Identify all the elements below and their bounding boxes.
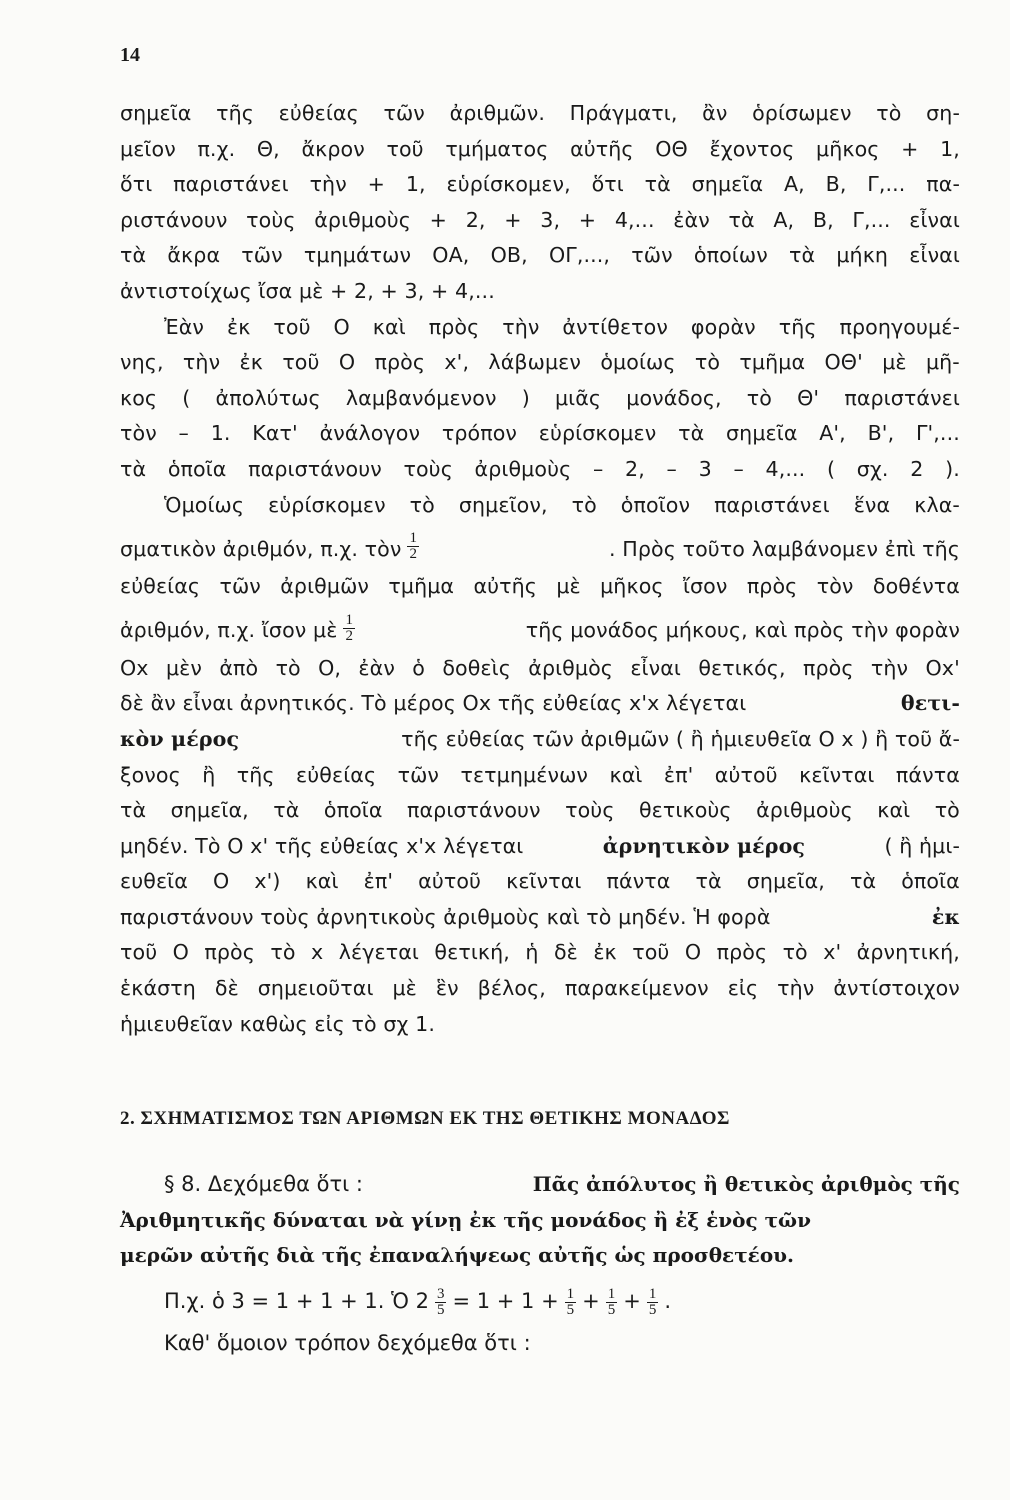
word: ριστάνουν xyxy=(120,207,228,232)
word: τὰ xyxy=(120,243,147,268)
word: ( xyxy=(182,385,191,410)
word: τὰ xyxy=(695,869,722,894)
word: καὶ xyxy=(877,798,911,823)
word: ἐκ xyxy=(239,350,263,375)
word: Ο, xyxy=(318,655,342,680)
text-line xyxy=(120,758,960,794)
word: τὴν xyxy=(182,350,221,375)
word: x', xyxy=(444,350,470,375)
text-segment: δὲ ἂν εἶναι ἀρνητικός. Τὸ μέρος Οx τῆς εὐθείας x'x λέγεται xyxy=(120,691,747,716)
word: αὐτῆς xyxy=(570,136,634,161)
fraction-one-fifth xyxy=(565,1287,577,1318)
word: 1, xyxy=(405,172,426,197)
text-segment: . Πρὸς τοῦτο λαμβάνομεν ἐπὶ τῆς xyxy=(609,536,960,561)
text-line xyxy=(120,238,960,274)
word: ἀντίστοιχον xyxy=(833,976,960,1001)
fraction-numerator: 1 xyxy=(566,1285,575,1302)
word: μιᾶς xyxy=(554,385,602,410)
word: μεῖον xyxy=(120,136,176,161)
word: Ο xyxy=(172,940,189,965)
word: Α, xyxy=(773,207,795,232)
text-line xyxy=(120,569,960,605)
fraction-numerator: 1 xyxy=(607,1285,616,1302)
word: ( xyxy=(826,456,836,481)
word: τμημάτων xyxy=(303,243,412,268)
text-line xyxy=(120,971,960,1007)
word: + xyxy=(367,172,385,197)
fraction-numerator: 1 xyxy=(409,530,418,547)
text-line-with-fraction xyxy=(120,523,960,569)
text-line xyxy=(120,864,960,900)
text-segment: ἀριθμόν, π.χ. ἴσον μὲ xyxy=(120,618,338,643)
word: εἶναι xyxy=(909,207,960,232)
word: μῆκος xyxy=(600,574,664,599)
word: – xyxy=(178,421,189,446)
text-segment: σματικὸν ἀριθμόν, π.χ. τὸν xyxy=(120,536,402,561)
text-line xyxy=(120,381,960,417)
word: ἀριθμὸς xyxy=(528,655,613,680)
text-line: ἡμιευθεῖαν καθὼς εἰς τὸ σχ 1. xyxy=(120,1011,436,1036)
word: ἀριθμοὺς xyxy=(756,798,853,823)
word: π.χ. xyxy=(197,136,236,161)
word: μὲ xyxy=(392,976,417,1001)
word: τῶν xyxy=(219,574,261,599)
word: τοὺς xyxy=(565,798,615,823)
word: αὐτοῦ xyxy=(714,762,778,787)
word: ΟΘ xyxy=(655,136,688,161)
word: ὁποῖα xyxy=(901,869,960,894)
word: Οx' xyxy=(925,655,960,680)
word: τὴν xyxy=(870,655,909,680)
word: ἀριθμοὺς xyxy=(474,456,572,481)
fraction-numerator: 1 xyxy=(345,611,354,628)
word: ἀρνητική, xyxy=(856,940,960,965)
fraction-three-fifths xyxy=(435,1287,447,1318)
word: ὁποῖον xyxy=(620,492,691,517)
word: ἐκ xyxy=(593,940,617,965)
word: τὰ xyxy=(644,172,671,197)
word: τὰ xyxy=(120,456,147,481)
word: πρὸς xyxy=(374,350,426,375)
word: δὲ xyxy=(553,940,578,965)
word: πρὸς xyxy=(716,940,768,965)
word: ). xyxy=(945,456,960,481)
word: παριστάνει xyxy=(173,172,289,197)
word: ἴσον xyxy=(682,574,728,599)
text-line xyxy=(120,1235,960,1271)
word: ὁποῖα xyxy=(167,456,227,481)
text-line xyxy=(120,416,960,452)
word: τῶν xyxy=(383,101,425,125)
word: πρὸς xyxy=(204,940,255,965)
word: τμήματος xyxy=(445,136,549,161)
word: τοῦ xyxy=(273,314,311,339)
word: νης, xyxy=(120,350,164,375)
word: Ο xyxy=(212,869,230,894)
word: Α, xyxy=(783,172,805,197)
text-line xyxy=(120,1200,960,1236)
bold-statement: Πᾶς ἀπόλυτος ἢ θετικὸς ἀριθμὸς τῆς xyxy=(532,1172,960,1196)
word: δὲ xyxy=(214,976,239,1001)
word: μὲ xyxy=(556,574,581,599)
word: ὁμοίως xyxy=(600,350,676,375)
word: τὰ xyxy=(273,798,300,823)
text-segment: Π.χ. ὁ 3 = 1 + 1 + 1. Ὁ 2 xyxy=(164,1288,429,1313)
word: αὐτῆς xyxy=(473,574,537,599)
bold-statement: Ἀριθμητικῆς δύναται νὰ γίνῃ ἐκ τῆς μονάδος ἢ ἐξ ἑνὸς τῶν xyxy=(120,1207,811,1232)
fraction-one-fifth xyxy=(606,1287,618,1318)
word: ὁποίων xyxy=(693,243,768,268)
word: 4,... xyxy=(765,456,806,481)
word: παριστάνει xyxy=(714,492,830,517)
text-line xyxy=(120,793,960,829)
word: φορὰν xyxy=(690,314,756,339)
word: θετικός, xyxy=(698,655,786,680)
word: Γ,... xyxy=(867,172,906,197)
section-heading xyxy=(120,1108,958,1130)
text-line xyxy=(120,488,960,524)
text-line xyxy=(120,203,960,239)
word: – xyxy=(733,456,744,481)
word: λάβωμεν xyxy=(488,350,582,375)
word: Ὁμοίως xyxy=(164,492,245,517)
word: τὸ xyxy=(934,798,960,823)
word: τὸ xyxy=(694,350,721,375)
fraction-denominator: 2 xyxy=(409,546,418,563)
word: Θ' xyxy=(797,385,820,410)
fraction-numerator: 1 xyxy=(648,1285,657,1302)
word: εὑρίσκομεν xyxy=(268,492,386,517)
word: πρὸς xyxy=(428,314,480,339)
word: ὅτι xyxy=(120,172,153,197)
word: εἶναι xyxy=(909,243,960,268)
word: παριστάνουν xyxy=(248,456,382,481)
word: 1, xyxy=(940,136,960,161)
word: τοὺς xyxy=(403,456,453,481)
word: εὐθείας xyxy=(120,574,201,599)
word: + xyxy=(429,207,448,232)
word: ΟΒ, xyxy=(490,243,528,268)
word: εὐθείας xyxy=(278,101,359,125)
word: ἀπολύτως xyxy=(215,385,321,410)
word: τοῦ xyxy=(120,940,158,965)
word: τὰ xyxy=(728,207,755,232)
word: ἄκρον xyxy=(301,136,365,161)
word: προηγουμέ- xyxy=(839,314,960,339)
fraction-one-half xyxy=(407,531,419,562)
fraction-denominator: 5 xyxy=(607,1301,616,1318)
text-line xyxy=(120,310,960,346)
text-line: ἀντιστοίχως ἴσα μὲ + 2, + 3, + 4,... xyxy=(120,278,495,303)
word: τῶν xyxy=(241,243,283,268)
fraction-denominator: 5 xyxy=(436,1301,445,1318)
plus-sign: + xyxy=(623,1288,641,1313)
word: ἀριθμῶν xyxy=(280,574,370,599)
word: κλα- xyxy=(914,492,960,517)
text-line-with-fraction xyxy=(120,605,960,651)
word: τμῆμα xyxy=(739,350,806,375)
word: ὁρίσωμεν xyxy=(752,101,852,125)
word: τὸ xyxy=(782,940,808,965)
word: Α', xyxy=(819,421,846,446)
text-line xyxy=(120,651,960,687)
word: ἀντίθετον xyxy=(562,314,668,339)
word: Γ',... xyxy=(915,421,960,446)
bold-term: ἀρνητικὸν μέρος xyxy=(602,833,806,858)
word: εὑρίσκομεν, xyxy=(446,172,571,197)
text-segment: ( ἢ ἡμι- xyxy=(884,833,960,858)
word: 3, xyxy=(540,207,561,232)
word: + xyxy=(901,136,919,161)
word: τοῦ xyxy=(386,136,424,161)
word: τὸ xyxy=(876,101,902,125)
word: κεῖνται xyxy=(799,762,875,787)
word: Πράγματι, xyxy=(569,101,678,125)
text-segment: § 8. Δεχόμεθα ὅτι : xyxy=(164,1172,364,1196)
word: – xyxy=(666,456,677,481)
word: αὐτοῦ xyxy=(418,869,482,894)
text-line xyxy=(120,686,960,722)
word: εἶναι xyxy=(630,655,681,680)
word: ἔχοντος xyxy=(709,136,795,161)
word: πάντα xyxy=(895,762,960,787)
word: καὶ xyxy=(305,869,339,894)
text-segment: μηδέν. Τὸ Ο x' τῆς εὐθείας x'x λέγεται xyxy=(120,833,524,858)
text-line xyxy=(120,452,960,488)
word: λαμβανόμενον xyxy=(345,385,497,410)
word: σχ. xyxy=(856,456,889,481)
word: ) xyxy=(521,385,530,410)
bold-term: θετι- xyxy=(900,691,960,716)
word: τὸν xyxy=(120,421,157,446)
word: παριστάνουν xyxy=(406,798,541,823)
word: τοὺς xyxy=(246,207,296,232)
word: τὰ xyxy=(678,421,705,446)
text-line: Καθ' ὅμοιον τρόπον δεχόμεθα ὅτι : xyxy=(164,1330,531,1355)
word: πάντα xyxy=(606,869,671,894)
word: Θ, xyxy=(256,136,280,161)
word: ἐὰν xyxy=(673,207,710,232)
word: ευθεῖα xyxy=(120,869,188,894)
fraction-denominator: 2 xyxy=(345,627,354,644)
bold-statement: μερῶν αὐτῆς διὰ τῆς ἐπαναλήψεως αὐτῆς ὡς προσθετέου. xyxy=(120,1243,794,1268)
word: λέγεται xyxy=(338,940,419,965)
section-8 xyxy=(120,1164,960,1358)
word: ἡ xyxy=(525,940,539,965)
word: ΟΑ, xyxy=(432,243,470,268)
word: μῆκος xyxy=(816,136,880,161)
word: Οx xyxy=(120,655,149,680)
word: τμῆμα xyxy=(388,574,455,599)
word: μήκη xyxy=(836,243,889,268)
word: τρόπον xyxy=(441,421,517,446)
word: τὴν xyxy=(309,172,347,197)
word: δοθέντα xyxy=(872,574,960,599)
text-line xyxy=(120,96,960,132)
heading-text: 2. ΣΧΗΜΑΤΙΣΜΟΣ ΤΩΝ ΑΡΙΘΜΩΝ ΕΚ ΤΗΣ ΘΕΤΙΚΗΣ ΜΟΝΑΔΟΣ xyxy=(120,1108,730,1129)
word: Ο xyxy=(333,314,350,339)
word: τὰ xyxy=(788,243,816,268)
plus-sign: + xyxy=(582,1288,600,1313)
text-segment: τῆς μονάδος μήκους, καὶ πρὸς τὴν φορὰν xyxy=(525,618,960,643)
word: τὸ xyxy=(275,655,301,680)
word: θετικοὺς xyxy=(638,798,732,823)
word: καὶ xyxy=(372,314,406,339)
word: τῶν xyxy=(631,243,673,268)
word: 3 xyxy=(698,456,712,481)
word: ΟΓ,..., xyxy=(548,243,611,268)
word: τὸ xyxy=(270,940,296,965)
word: + xyxy=(578,207,597,232)
word: ἂν xyxy=(702,101,728,125)
word: Γ,... xyxy=(852,207,891,232)
word: σημεῖα xyxy=(726,421,798,446)
word: σημειοῦται xyxy=(257,976,374,1001)
word: πα- xyxy=(926,172,960,197)
fraction-one-half xyxy=(343,613,355,644)
word: παριστάνει xyxy=(844,385,960,410)
word: Β', xyxy=(867,421,895,446)
text-line xyxy=(120,829,960,865)
word: ἕνα xyxy=(853,492,891,517)
word: ὁ xyxy=(412,655,425,680)
word: ὅτι xyxy=(591,172,624,197)
word: τῆς xyxy=(236,762,275,787)
word: x xyxy=(310,940,324,965)
word: τοῦ xyxy=(632,940,670,965)
word: τοῦ xyxy=(282,350,320,375)
word: τὰ xyxy=(849,869,877,894)
word: θετική, xyxy=(434,940,510,965)
word: Β, xyxy=(812,207,834,232)
text-line xyxy=(120,345,960,381)
word: ἄκρα xyxy=(167,243,221,268)
word: σημεῖα xyxy=(691,172,764,197)
word: τὸν xyxy=(816,574,854,599)
page-number: 14 xyxy=(120,44,140,66)
word: κος xyxy=(120,385,158,410)
word: παρακείμενον xyxy=(564,976,709,1001)
word: ἐπ' xyxy=(663,762,694,787)
word: τὴν xyxy=(502,314,540,339)
word: ΟΘ' xyxy=(824,350,863,375)
body-text xyxy=(120,96,960,1042)
word: ἐὰν xyxy=(358,655,395,680)
word: 4,... xyxy=(614,207,655,232)
word: τὸ xyxy=(409,492,435,517)
word: καὶ xyxy=(609,762,643,787)
text-line xyxy=(120,132,960,168)
word: ἀνάλογον xyxy=(319,421,421,446)
text-segment: τῆς εὐθείας τῶν ἀριθμῶν ( ἢ ἡμιευθεῖα Ο x ) ἢ τοῦ ἄ- xyxy=(401,726,960,751)
fraction-one-fifth xyxy=(647,1287,659,1318)
word: ὁποῖα xyxy=(323,798,383,823)
word: 2 xyxy=(910,456,924,481)
word: μὲν xyxy=(165,655,202,680)
text-line xyxy=(120,900,960,936)
word: τὸ xyxy=(746,385,772,410)
word: 2, xyxy=(625,456,645,481)
word: x') xyxy=(254,869,281,894)
word: εὐθείας xyxy=(296,762,377,787)
fraction-denominator: 5 xyxy=(648,1301,657,1318)
word: – xyxy=(592,456,604,481)
example-equation xyxy=(120,1271,960,1323)
text-segment: . xyxy=(664,1288,672,1313)
word: σημεῖον, xyxy=(458,492,548,517)
word: σημεῖα, xyxy=(170,798,249,823)
word: τῆς xyxy=(216,101,254,125)
word: τῶν xyxy=(397,762,440,787)
text-line xyxy=(120,935,960,971)
word: ἐκ xyxy=(226,314,251,339)
word: τὴν xyxy=(777,976,815,1001)
fraction-denominator: 5 xyxy=(566,1301,575,1318)
text-segment: παριστάνουν τοὺς ἀρνητικοὺς ἀριθμοὺς καὶ τὸ μηδέν. Ἡ φορὰ xyxy=(120,904,771,929)
word: + xyxy=(504,207,522,232)
word: εἰς xyxy=(727,976,759,1001)
word: Ἐὰν xyxy=(164,314,205,339)
word: τετμημένων xyxy=(460,762,589,787)
word: εὑρίσκομεν xyxy=(538,421,657,446)
word: σημεῖα, xyxy=(746,869,825,894)
word: σημεῖα xyxy=(120,101,192,125)
word: Κατ' xyxy=(252,421,298,446)
word: μῆ- xyxy=(925,350,960,375)
word: Ο xyxy=(684,940,702,965)
word: κεῖνται xyxy=(506,869,582,894)
word: μονάδος, xyxy=(626,385,722,410)
word: 1. xyxy=(210,421,231,446)
word: βέλος, xyxy=(477,976,546,1001)
word: τὸ xyxy=(571,492,597,517)
word: ξονος xyxy=(120,762,181,787)
word: ἢ xyxy=(202,762,216,787)
text-line xyxy=(120,167,960,203)
word: ἀπὸ xyxy=(219,655,259,680)
word: μὲ xyxy=(882,350,907,375)
word: ἀριθμοὺς xyxy=(314,207,411,232)
word: τῆς xyxy=(778,314,817,339)
bold-term: κὸν μέρος xyxy=(120,726,240,751)
word: 2, xyxy=(465,207,486,232)
text-line xyxy=(120,1164,960,1200)
word: ἀριθμῶν. xyxy=(449,101,545,125)
bold-term: ἐκ xyxy=(931,904,960,929)
text-line xyxy=(120,722,960,758)
word: ἓν xyxy=(435,976,459,1001)
word: Ο xyxy=(338,350,356,375)
word: ἐπ' xyxy=(363,869,394,894)
word: ση- xyxy=(926,101,960,125)
word: ἑκάστη xyxy=(120,976,196,1001)
word: πρὸς xyxy=(802,655,854,680)
word: δοθεὶς xyxy=(442,655,511,680)
word: πρὸς xyxy=(746,574,798,599)
word: Β, xyxy=(825,172,847,197)
fraction-numerator: 3 xyxy=(436,1285,445,1302)
word: x' xyxy=(823,940,842,965)
word: τὰ xyxy=(120,798,147,823)
text-segment: = 1 + 1 + xyxy=(452,1288,559,1313)
